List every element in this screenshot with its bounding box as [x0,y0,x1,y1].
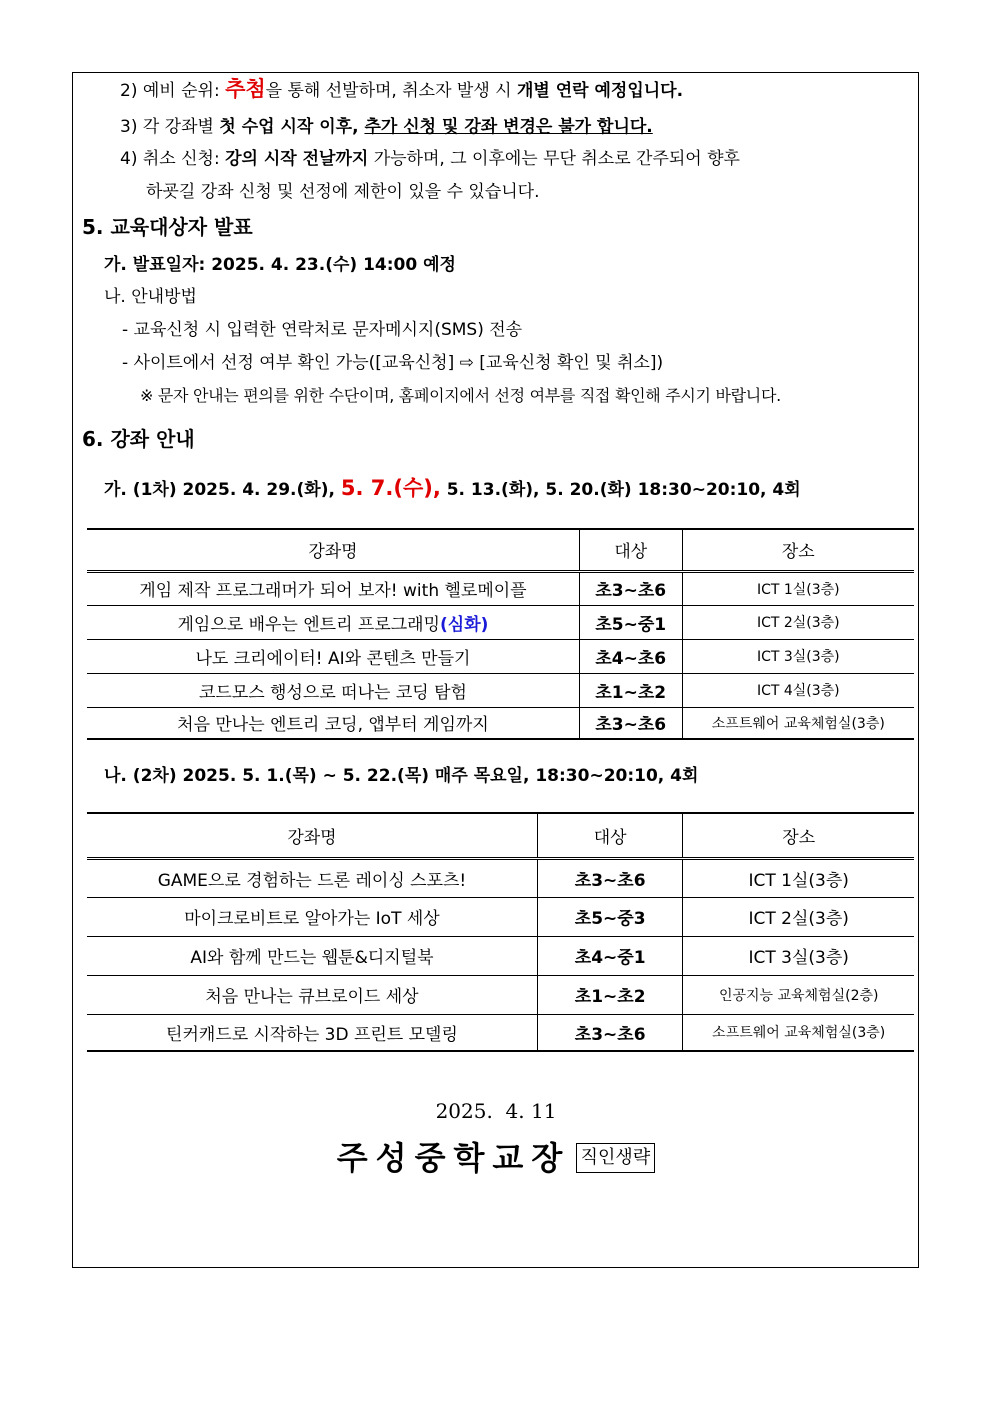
course-name-level: (심화) [440,614,489,635]
header-target: 대상 [579,529,682,571]
table-row [87,571,914,605]
section-5-title: 5. 교육대상자 발표 [82,215,253,239]
note-4 [120,148,740,170]
course-name: 나도 크리에이터! AI와 콘텐츠 만들기 [87,639,579,673]
course-target: 초3~초6 [579,707,682,739]
note-2-highlight: 추첨 [225,77,266,101]
course-target: 초3~초6 [579,571,682,605]
round-1-highlight: 5. 7.(수), [340,476,441,500]
course-name [87,605,579,639]
notice-method-sms: - 교육신청 시 입력한 연락처로 문자메시지(SMS) 전송 [122,320,523,340]
course-place: ICT 1실(3층) [683,858,914,897]
table-row [87,707,914,739]
table-row [87,858,914,897]
note-3-underline: 추가 신청 및 강좌 변경은 불가 합니다. [364,117,653,137]
notice-method-site: - 사이트에서 선정 여부 확인 가능([교육신청] ⇨ [교육신청 확인 및 취소]) [122,353,664,373]
school-principal: 주성중학교장 [336,1139,571,1177]
signature-block [0,1138,992,1178]
header-place: 장소 [682,529,914,571]
course-place: 소프트웨어 교육체험실(3층) [683,1014,914,1051]
note-2-prefix: 2) 예비 순위: [120,81,226,101]
course-table-round-1 [87,528,914,740]
note-4-prefix: 4) 취소 신청: [120,149,226,169]
round-1-post: 5. 13.(화), 5. 20.(화) 18:30~20:10, 4회 [440,480,801,500]
course-name: 코드모스 행성으로 떠나는 코딩 탐험 [87,673,579,707]
note-2-mid: 을 통해 선발하며, 취소자 발생 시 [265,81,517,101]
course-place: ICT 2실(3층) [683,897,914,936]
course-target: 초4~중1 [537,936,682,975]
note-3 [120,116,653,138]
round-2-schedule: 나. (2차) 2025. 5. 1.(목) ~ 5. 22.(목) 매주 목요일, 18:30~20:10, 4회 [104,766,699,786]
course-table-round-2 [87,812,914,1052]
section-6-title: 6. 강좌 안내 [82,427,195,451]
course-name: 틴커캐드로 시작하는 3D 프린트 모델링 [87,1014,537,1051]
table-row [87,673,914,707]
table-row [87,1014,914,1051]
course-name: 처음 만나는 엔트리 코딩, 앱부터 게임까지 [87,707,579,739]
note-4-bold: 강의 시작 전날까지 [225,149,369,169]
header-course-name: 강좌명 [87,529,579,571]
round-1-pre: 가. (1차) 2025. 4. 29.(화), [104,480,341,500]
seal-omitted-stamp: 직인생략 [576,1143,656,1173]
course-target: 초1~초2 [537,975,682,1014]
table-row [87,605,914,639]
table-row [87,975,914,1014]
course-target: 초5~중3 [537,897,682,936]
note-4-rest: 가능하며, 그 이후에는 무단 취소로 간주되어 향후 [368,149,740,169]
issue-date: 2025. 4. 11 [435,1099,557,1123]
course-name: 처음 만나는 큐브로이드 세상 [87,975,537,1014]
course-target: 초5~중1 [579,605,682,639]
notice-remark: ※ 문자 안내는 편의를 위한 수단이며, 홈페이지에서 선정 여부를 직접 확인해 주시기 바랍니다. [140,386,781,405]
note-2-bold: 개별 연락 예정입니다. [516,81,684,101]
header-course-name: 강좌명 [87,813,537,858]
course-target: 초3~초6 [537,1014,682,1051]
course-target: 초4~초6 [579,639,682,673]
header-target: 대상 [537,813,682,858]
course-place: ICT 1실(3층) [682,571,914,605]
course-place: 소프트웨어 교육체험실(3층) [682,707,914,739]
course-name: GAME으로 경험하는 드론 레이싱 스포츠! [87,858,537,897]
table-row [87,936,914,975]
course-place: ICT 3실(3층) [683,936,914,975]
course-name: 마이크로비트로 알아가는 IoT 세상 [87,897,537,936]
notice-method: 나. 안내방법 [104,287,197,307]
note-3-prefix: 3) 각 강좌별 [120,117,220,137]
table-row [87,639,914,673]
course-target: 초1~초2 [579,673,682,707]
course-place: 인공지능 교육체험실(2층) [683,975,914,1014]
course-name-text: 게임으로 배우는 엔트리 프로그래밍 [177,614,441,635]
note-4-line2: 하굣길 강좌 신청 및 선정에 제한이 있을 수 있습니다. [146,182,540,202]
note-3-bold: 첫 수업 시작 이후, [219,117,365,137]
course-target: 초3~초6 [537,858,682,897]
announcement-date: 가. 발표일자: 2025. 4. 23.(수) 14:00 예정 [104,255,456,275]
note-2 [120,78,683,102]
course-place: ICT 3실(3층) [682,639,914,673]
header-place: 장소 [683,813,914,858]
course-place: ICT 2실(3층) [682,605,914,639]
round-1-schedule [104,477,801,501]
course-name: 게임 제작 프로그래머가 되어 보자! with 헬로메이플 [87,571,579,605]
table-row [87,897,914,936]
course-place: ICT 4실(3층) [682,673,914,707]
course-name: AI와 함께 만드는 웹툰&디지털북 [87,936,537,975]
